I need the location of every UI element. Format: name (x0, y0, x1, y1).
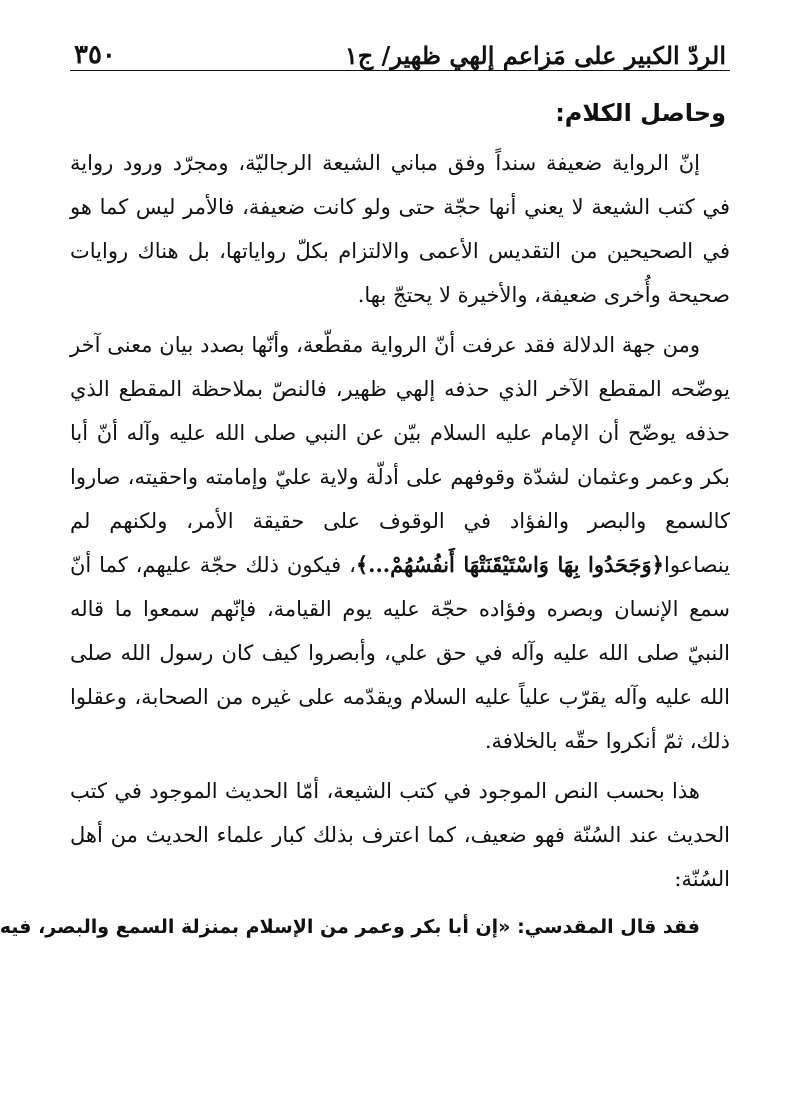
paragraph-2 (70, 323, 730, 763)
section-heading: وحاصل الكلام: (555, 99, 726, 127)
quran-verse: ﴿وَجَحَدُوا بِهَا وَاسْتَيْقَنَتْهَا أَنفُسُهُمْ...﴾ (355, 552, 664, 577)
body-text (0, 141, 730, 947)
paragraph-1: إنّ الرواية ضعيفة سنداً وفق مباني الشيعة الرجاليّة، ومجرّد ورود رواية في كتب الشيعة لا يعني أنها حجّة حتى ولو كانت ضعيفة، فالأمر ليس كما هو في الصحيحين من التقديس الأعمى والالتزام بكلّ رواياتها، بل هناك روايات صحيحة وأُخرى ضعيفة، والأخيرة لا يحتجّ بها. (70, 151, 730, 307)
paragraph-2-text-after: ، فيكون ذلك حجّة عليهم، كما أنّ سمع الإنسان وبصره وفؤاده حجّة عليه يوم القيامة، فإنّهم سمعوا ما قاله النبيّ صلى الله عليه وآله في حق علي، وأبصروا كيف كان رسول الله صلى الله عليه وآله يقرّب علياً عليه السلام ويقدّمه على غيره من الصحابة، وعقلوا ذلك، ثمّ أنكروا حقّه بالخلافة. (70, 553, 730, 753)
page-number: ٣٥٠ (74, 40, 116, 70)
paragraph-2-text-before: ومن جهة الدلالة فقد عرفت أنّ الرواية مقطّعة، وأنّها بصدد بيان معنى آخر يوضّحه المقطع الآخر الذي حذفه إلهي ظهير، فالنصّ بملاحظة المقطع الذي حذفه يوضّح أن الإمام عليه السلام بيّن عن النبي صلى الله عليه وآله أنّ أبا بكر وعمر وعثمان لشدّة وقوفهم على أدلّة ولاية عليّ وإمامته واحقيته، صاروا كالسمع والبصر والفؤاد في الوقوف على حقيقة الأمر، ولكنهم لم ينصاعوا (70, 333, 730, 577)
quote-paragraph: فقد قال المقدسي: «إن أبا بكر وعمر من الإسلام بمنزلة السمع والبصر، فيه (0, 916, 700, 938)
running-header (70, 22, 730, 71)
paragraph-3: هذا بحسب النص الموجود في كتب الشيعة، أمّا الحديث الموجود في كتب الحديث عند السُنّة فهو ضعيف، كما اعترف بذلك كبار علماء الحديث من أهل السُنّة: (70, 779, 730, 891)
running-title: الردّ الكبير على مَزاعم إلهي ظهير/ ج١ (344, 41, 726, 70)
book-page (0, 22, 730, 947)
